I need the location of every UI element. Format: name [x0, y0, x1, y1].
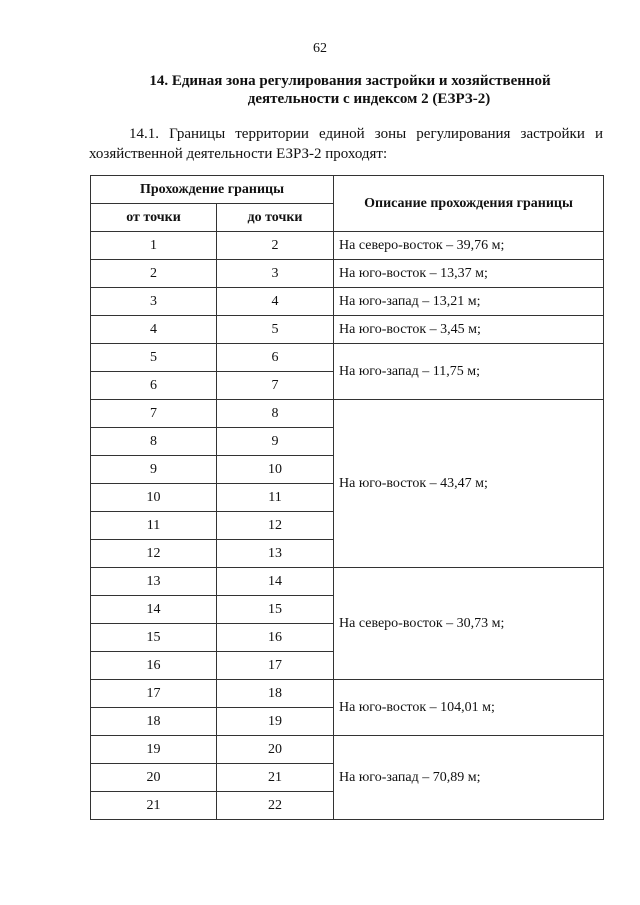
from-point-cell: 6	[91, 372, 217, 400]
heading-line-2: деятельности с индексом 2 (ЕЗРЗ-2)	[247, 91, 491, 107]
table-row	[91, 400, 604, 428]
from-point-cell: 7	[91, 400, 217, 428]
table-row	[91, 288, 604, 316]
description-cell: На северо-восток – 39,76 м;	[334, 232, 604, 260]
from-point-cell: 2	[91, 260, 217, 288]
description-cell: На юго-восток – 13,37 м;	[334, 260, 604, 288]
description-cell: На юго-восток – 104,01 м;	[334, 680, 604, 736]
boundary-table	[90, 175, 604, 820]
from-point-cell: 1	[91, 232, 217, 260]
from-point-cell: 3	[91, 288, 217, 316]
to-point-cell: 16	[217, 624, 334, 652]
to-point-header: до точки	[217, 204, 334, 232]
from-point-cell: 16	[91, 652, 217, 680]
to-point-cell: 8	[217, 400, 334, 428]
table-row	[91, 316, 604, 344]
table-row	[91, 736, 604, 764]
from-point-cell: 12	[91, 540, 217, 568]
table-row	[91, 568, 604, 596]
to-point-cell: 19	[217, 708, 334, 736]
table-row	[91, 680, 604, 708]
to-point-cell: 6	[217, 344, 334, 372]
from-point-cell: 17	[91, 680, 217, 708]
heading-line-1: 14. Единая зона регулирования застройки и хозяйственной	[149, 73, 551, 89]
group-header: Прохождение границы	[91, 176, 334, 204]
table-header-row	[91, 176, 604, 204]
from-point-cell: 21	[91, 792, 217, 820]
from-point-cell: 4	[91, 316, 217, 344]
from-point-cell: 13	[91, 568, 217, 596]
from-point-cell: 10	[91, 484, 217, 512]
to-point-cell: 9	[217, 428, 334, 456]
from-point-cell: 5	[91, 344, 217, 372]
to-point-cell: 14	[217, 568, 334, 596]
from-point-cell: 15	[91, 624, 217, 652]
to-point-cell: 4	[217, 288, 334, 316]
to-point-cell: 5	[217, 316, 334, 344]
description-cell: На юго-запад – 13,21 м;	[334, 288, 604, 316]
to-point-cell: 2	[217, 232, 334, 260]
from-point-header: от точки	[91, 204, 217, 232]
from-point-cell: 11	[91, 512, 217, 540]
to-point-cell: 13	[217, 540, 334, 568]
to-point-cell: 22	[217, 792, 334, 820]
description-cell: На северо-восток – 30,73 м;	[334, 568, 604, 680]
from-point-cell: 19	[91, 736, 217, 764]
page-number: 62	[313, 41, 327, 56]
to-point-cell: 11	[217, 484, 334, 512]
intro-paragraph: 14.1. Границы территории единой зоны регулирования застройки и хозяйственной деятельности ЕЗРЗ-2 проходят:	[89, 126, 603, 162]
from-point-cell: 8	[91, 428, 217, 456]
from-point-cell: 20	[91, 764, 217, 792]
to-point-cell: 3	[217, 260, 334, 288]
description-cell: На юго-запад – 70,89 м;	[334, 736, 604, 820]
table-row	[91, 232, 604, 260]
from-point-cell: 14	[91, 596, 217, 624]
description-cell: На юго-запад – 11,75 м;	[334, 344, 604, 400]
section-heading	[130, 72, 570, 108]
description-cell: На юго-восток – 3,45 м;	[334, 316, 604, 344]
description-header: Описание прохождения границы	[334, 176, 604, 232]
to-point-cell: 18	[217, 680, 334, 708]
to-point-cell: 20	[217, 736, 334, 764]
to-point-cell: 10	[217, 456, 334, 484]
table-row	[91, 260, 604, 288]
to-point-cell: 15	[217, 596, 334, 624]
to-point-cell: 12	[217, 512, 334, 540]
to-point-cell: 17	[217, 652, 334, 680]
to-point-cell: 21	[217, 764, 334, 792]
from-point-cell: 18	[91, 708, 217, 736]
from-point-cell: 9	[91, 456, 217, 484]
table-row	[91, 344, 604, 372]
to-point-cell: 7	[217, 372, 334, 400]
description-cell: На юго-восток – 43,47 м;	[334, 400, 604, 568]
